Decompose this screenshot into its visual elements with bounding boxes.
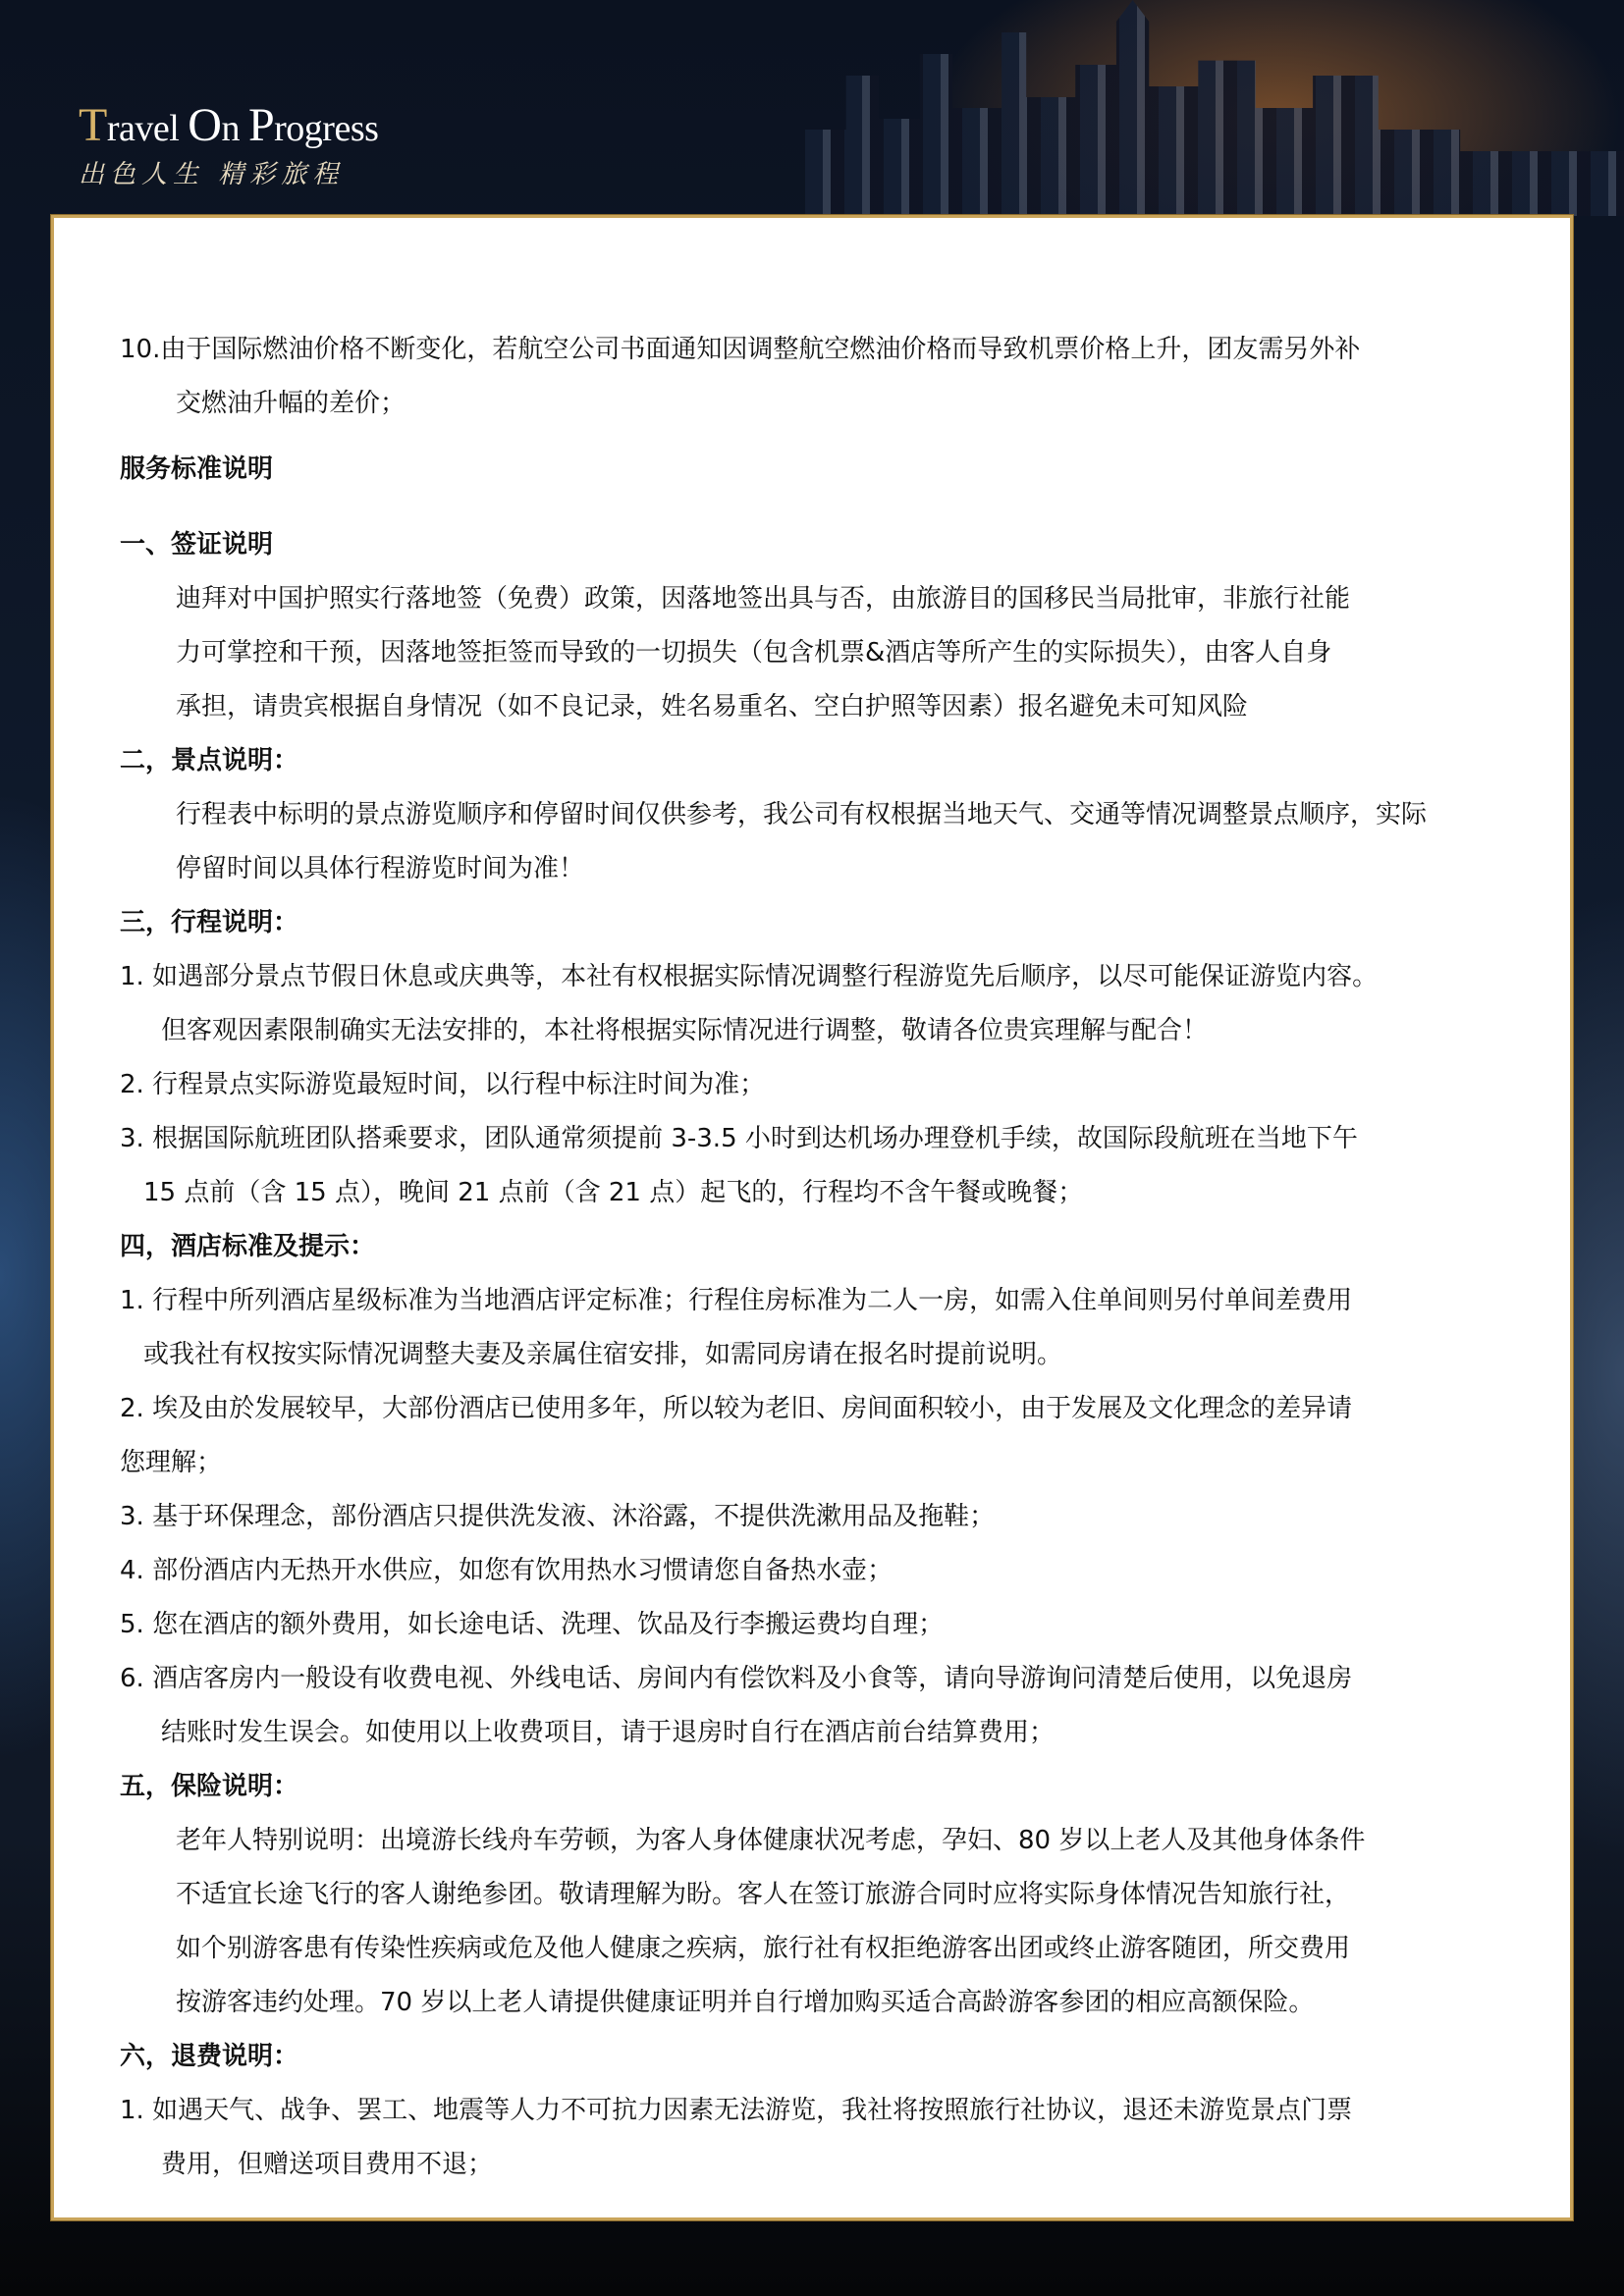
logo-letter: T [79, 99, 107, 151]
section-heading: 一、签证说明 [120, 530, 274, 560]
logo-slogan: 出色人生 精彩旅程 [79, 160, 345, 189]
text-line: 老年人特别说明：出境游长线舟车劳顿，为客人身体健康状况考虑，孕妇、80 岁以上老人及其他身体条件 [176, 1826, 1366, 1855]
logo-word: n [221, 108, 248, 149]
text-line: 1. 如遇部分景点节假日休息或庆典等，本社有权根据实际情况调整行程游览先后顺序，以尽可能保证游览内容。 [120, 962, 1379, 991]
text-line: 按游客违约处理。70 岁以上老人请提供健康证明并自行增加购买适合高龄游客参团的相应高额保险。 [176, 1988, 1315, 2017]
text-line: 6. 酒店客房内一般设有收费电视、外线电话、房间内有偿饮料及小食等，请向导游询问清楚后使用，以免退房 [120, 1664, 1353, 1693]
logo-english [79, 98, 378, 152]
logo-letter: O [188, 99, 222, 151]
text-line: 4. 部份酒店内无热开水供应，如您有饮用热水习惯请您自备热水壶； [120, 1556, 893, 1585]
logo-letter: P [247, 99, 275, 151]
logo-word: ravel [106, 108, 189, 149]
text-line: 停留时间以具体行程游览时间为准！ [176, 854, 585, 883]
text-line: 1. 如遇天气、战争、罢工、地震等人力不可抗力因素无法游览，我社将按照旅行社协议，退还未游览景点门票 [120, 2096, 1353, 2125]
brand-logo [79, 98, 378, 190]
text-line: 迪拜对中国护照实行落地签（免费）政策，因落地签出具与否，由旅游目的国移民当局批审，非旅行社能 [176, 584, 1351, 614]
text-line: 3. 根据国际航班团队搭乘要求，团队通常须提前 3-3.5 小时到达机场办理登机手续，故国际段航班在当地下午 [120, 1124, 1358, 1153]
city-skyline-backdrop [805, 0, 1624, 216]
text-line: 如个别游客患有传染性疾病或危及他人健康之疾病，旅行社有权拒绝游客出团或终止游客随团，所交费用 [176, 1934, 1351, 1963]
section-heading: 六，退费说明： [120, 2042, 299, 2071]
section-heading: 四，酒店标准及提示： [120, 1232, 376, 1261]
text-line: 结账时发生误会。如使用以上收费项目，请于退房时自行在酒店前台结算费用； [161, 1718, 1056, 1747]
section-heading: 五，保险说明： [120, 1772, 299, 1801]
text-line: 但客观因素限制确实无法安排的，本社将根据实际情况进行调整，敬请各位贵宾理解与配合！ [161, 1016, 1209, 1045]
text-line: 1. 行程中所列酒店星级标准为当地酒店评定标准；行程住房标准为二人一房，如需入住单间则另付单间差费用 [120, 1286, 1353, 1315]
text-line: 您理解； [120, 1448, 223, 1477]
text-line: 行程表中标明的景点游览顺序和停留时间仅供参考，我公司有权根据当地天气、交通等情况调整景点顺序，实际 [176, 800, 1428, 829]
text-line: 承担，请贵宾根据自身情况（如不良记录，姓名易重名、空白护照等因素）报名避免未可知风险 [176, 692, 1249, 721]
text-line: 不适宜长途飞行的客人谢绝参团。敬请理解为盼。客人在签订旅游合同时应将实际身体情况告知旅行社， [176, 1880, 1351, 1909]
document-content [120, 323, 1573, 2192]
text-line: 2. 埃及由於发展较早，大部份酒店已使用多年，所以较为老旧、房间面积较小，由于发展及文化理念的差异请 [120, 1394, 1353, 1423]
text-line: 5. 您在酒店的额外费用，如长途电话、洗理、饮品及行李搬运费均自理； [120, 1610, 945, 1639]
section-heading: 服务标准说明 [120, 454, 274, 484]
text-line: 3. 基于环保理念，部份酒店只提供洗发液、沐浴露，不提供洗漱用品及拖鞋； [120, 1502, 996, 1531]
section-heading: 三，行程说明： [120, 908, 299, 937]
text-line: 10.由于国际燃油价格不断变化，若航空公司书面通知因调整航空燃油价格而导致机票价格上升，团友需另外补 [120, 335, 1361, 364]
section-heading: 二，景点说明： [120, 746, 299, 775]
text-line: 交燃油升幅的差价； [176, 389, 406, 418]
text-line: 力可掌控和干预，因落地签拒签而导致的一切损失（包含机票&酒店等所产生的实际损失），由客人自身 [176, 638, 1332, 667]
document-card [51, 215, 1573, 2220]
text-line: 2. 行程景点实际游览最短时间，以行程中标注时间为准； [120, 1070, 766, 1099]
text-line: 15 点前（含 15 点），晚间 21 点前（含 21 点）起飞的，行程均不含午餐或晚餐； [143, 1178, 1084, 1207]
text-line: 或我社有权按实际情况调整夫妻及亲属住宿安排，如需同房请在报名时提前说明。 [143, 1340, 1063, 1369]
text-line: 费用，但赠送项目费用不退； [161, 2150, 494, 2179]
logo-word: rogress [274, 108, 379, 149]
